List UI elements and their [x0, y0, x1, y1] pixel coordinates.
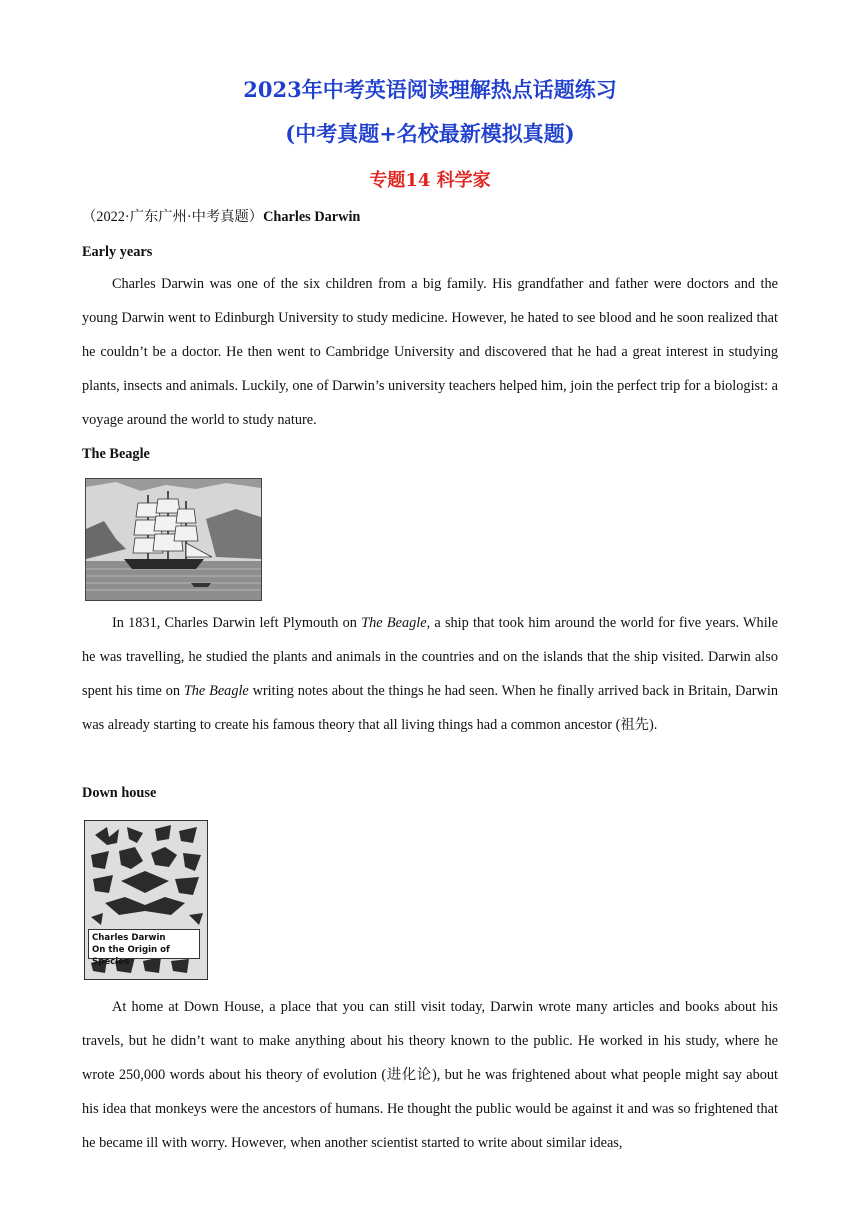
- document-title: 2023年中考英语阅读理解热点话题练习: [243, 77, 617, 102]
- section-heading-the-beagle: The Beagle: [82, 446, 150, 462]
- ship-drawing: [86, 479, 261, 600]
- source-origin: （2022·广东广州·中考真题）: [82, 209, 264, 225]
- topic-title: 专题14 科学家: [369, 170, 491, 191]
- book-author: Charles Darwin: [92, 933, 166, 943]
- section-heading-early-years: Early years: [82, 244, 153, 260]
- document-subtitle: (中考真题+名校最新模拟真题): [285, 121, 575, 146]
- section-heading-down-house: Down house: [82, 785, 157, 801]
- book-title: On the Origin of Species: [92, 945, 170, 967]
- passage-title: Charles Darwin: [263, 209, 361, 225]
- book-cover-caption: [88, 929, 200, 967]
- paragraph-early-years: Charles Darwin was one of the six children from a big family. His grandfather and father were doctors and the young Darwin went to Edinburgh University to study medicine. However, he hated to see blood and he soon realized that he couldn’t be a doctor. He then went to Cambridge University and discovered that he had a great interest in studying plants, insects and animals. Luckily, one of Darwin’s university teachers helped him, join the perfect trip for a biologist: a voyage around the world to study nature.: [82, 276, 778, 428]
- paragraph-beagle-part-1: In 1831, Charles Darwin left Plymouth on: [112, 615, 362, 631]
- ship-illustration: [85, 478, 262, 601]
- paragraph-the-beagle: [82, 606, 778, 742]
- paragraph-beagle-part-3: writing notes about the things he had seen. When he finally arrived back in Britain, Darwin was already starting to create his famous theory that all living things had a common ancestor (祖先).: [82, 683, 778, 733]
- ship-name: The Beagle: [361, 615, 427, 631]
- passage-source: [82, 200, 778, 234]
- ship-name: The Beagle: [183, 683, 249, 699]
- paragraph-beagle-part-2: , a ship that took him around the world for five years. While he was travelling, he studied the plants and animals in the countries and on the islands that the ship visited. Darwin also spent his time on: [82, 615, 778, 699]
- paragraph-down-house: At home at Down House, a place that you can still visit today, Darwin wrote many articles and books about his travels, but he didn’t want to make anything about his theory known to the public. He worked in his study, where he wrote 250,000 words about his theory of evolution (进化论), but he was frightened about what people might say about his idea that monkeys were the ancestors of humans. He thought the public would be against it and was so frightened that he became ill with worry. However, when another scientist started to write about similar ideas,: [82, 999, 778, 1151]
- book-cover-illustration: [84, 820, 208, 980]
